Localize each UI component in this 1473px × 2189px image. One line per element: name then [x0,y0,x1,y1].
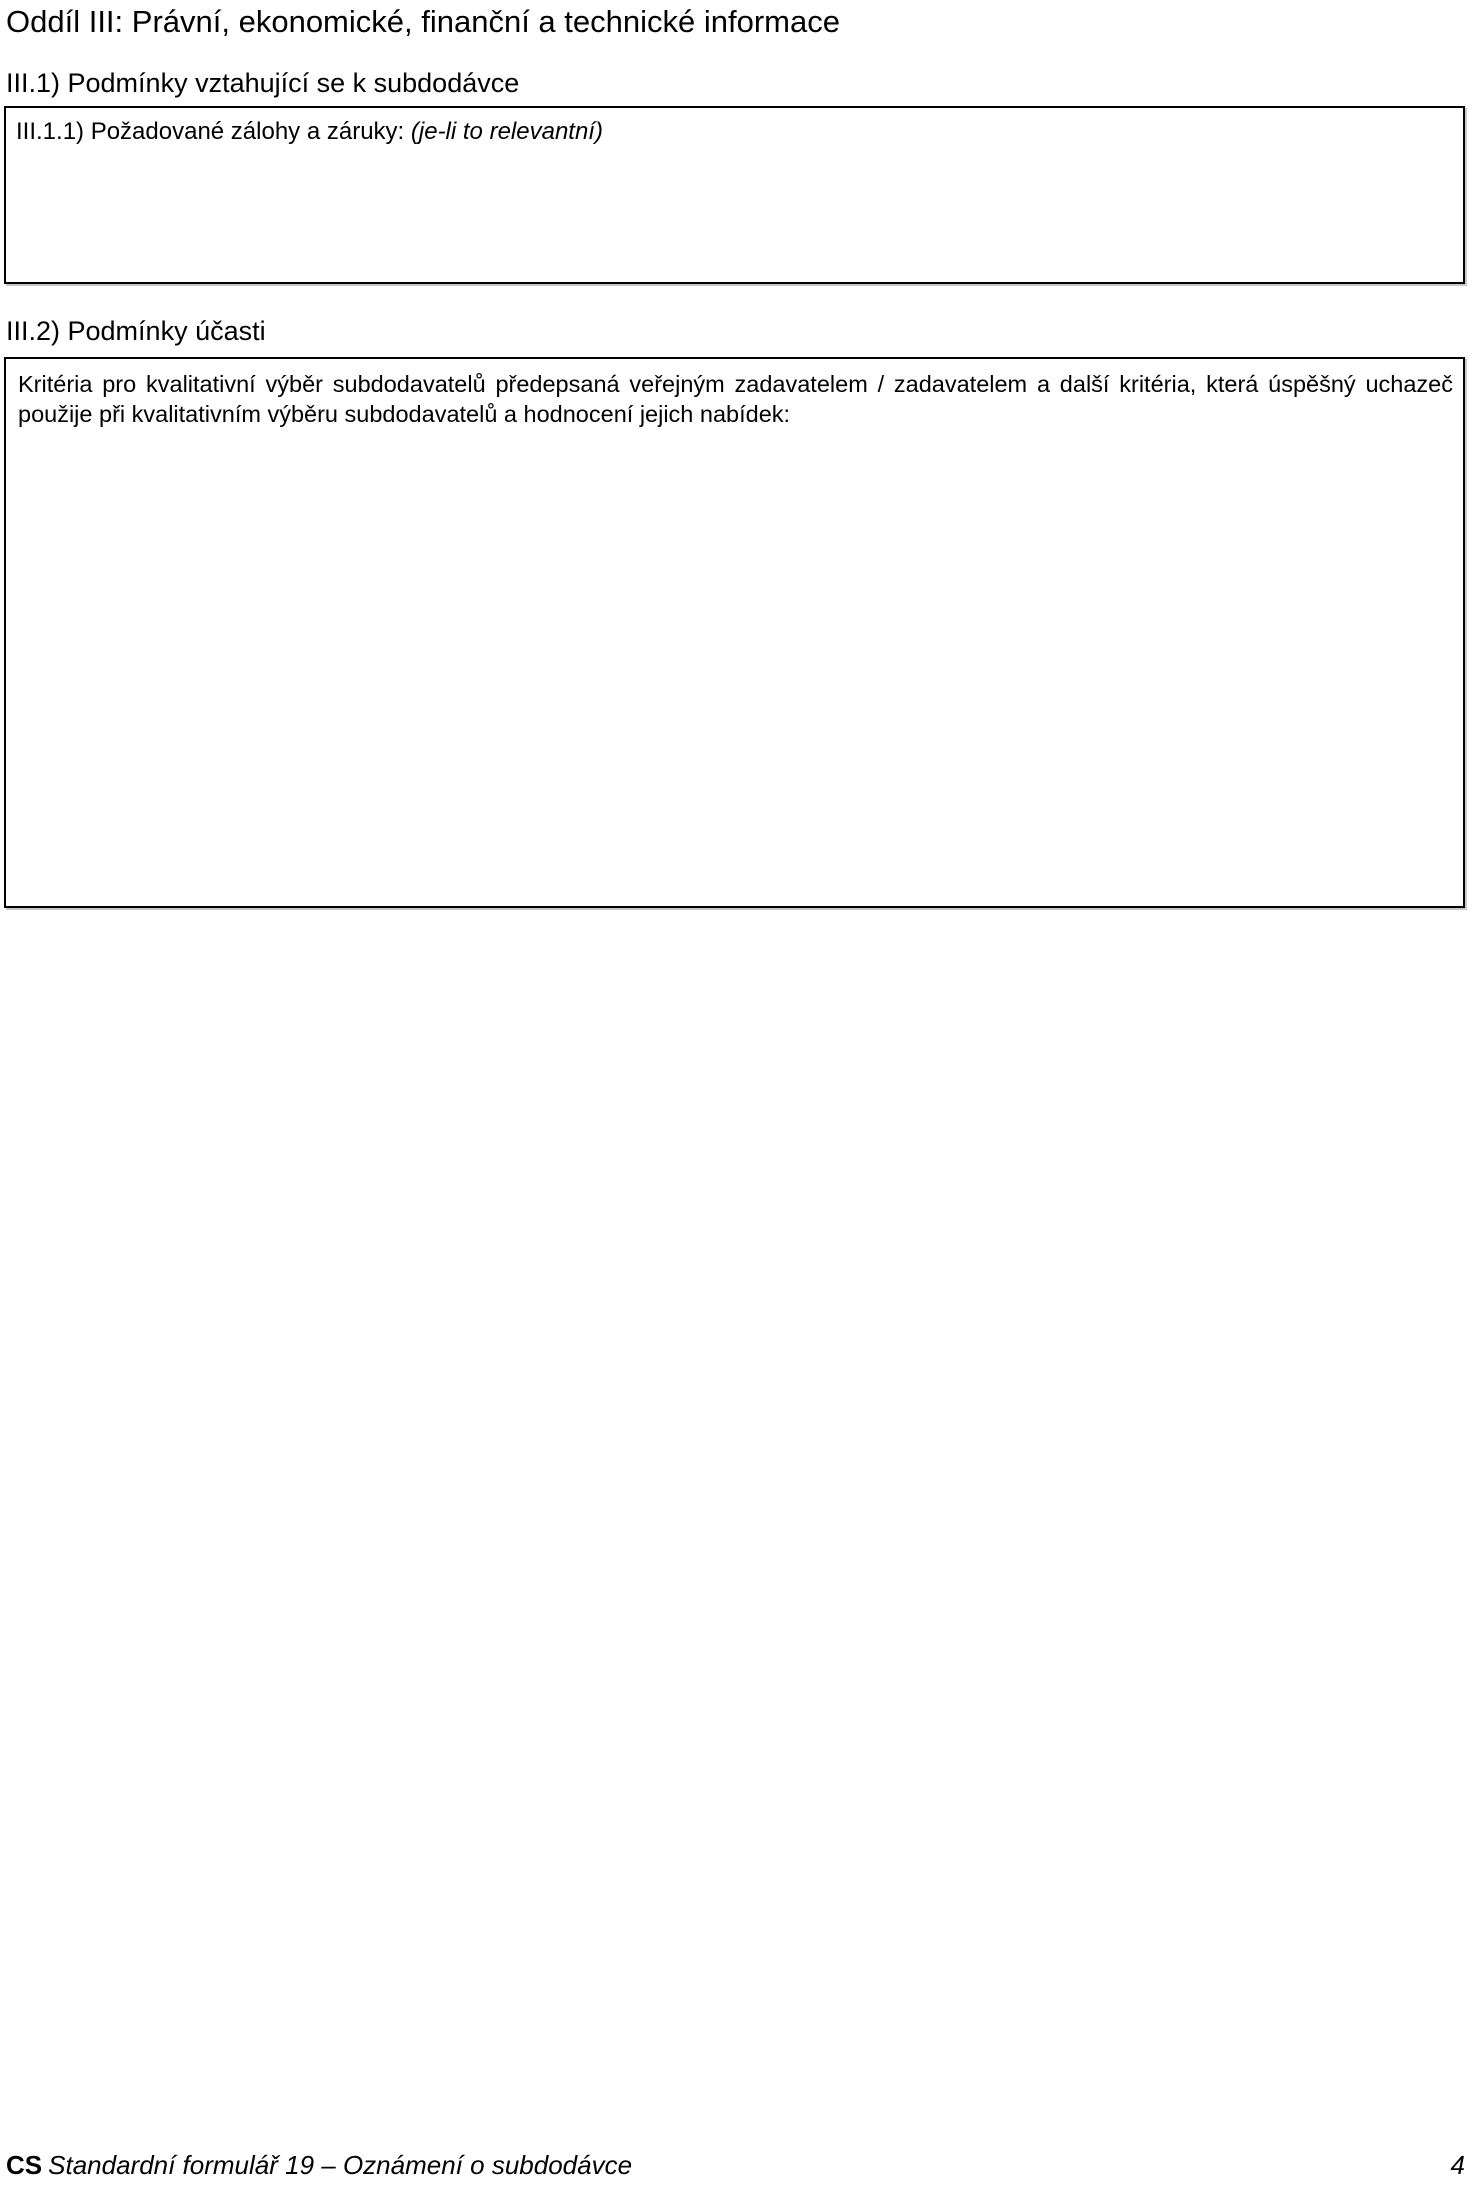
deposits-guarantees-hint: (je-li to relevantní) [410,118,603,145]
participation-criteria-field[interactable] [4,357,1465,908]
section-title: Oddíl III: Právní, ekonomické, finanční a technické informace [6,4,840,39]
footer-language-code: CS [6,2150,43,2180]
footer-page-number: 4 [1450,2150,1465,2180]
footer-form-name: Standardní formulář 19 – Oznámení o subdodávce [48,2150,633,2180]
deposits-guarantees-label-text: III.1.1) Požadované zálohy a záruky: [16,118,405,145]
page-footer [6,2148,1465,2182]
deposits-guarantees-label [16,116,603,148]
subsection-title-conditions: III.1) Podmínky vztahující se k subdodávce [6,68,520,98]
participation-criteria-text: Kritéria pro kvalitativní výběr subdodavatelů předepsaná veřejným zadavatelem / zadavatelem a další kritéria, která úspěšný uchazeč použije při kvalitativním výběru subdodavatelů a hodnocení jejich nabídek: [18,371,1453,427]
deposits-guarantees-field[interactable] [4,106,1465,284]
subsection-title-participation: III.2) Podmínky účasti [6,316,266,346]
